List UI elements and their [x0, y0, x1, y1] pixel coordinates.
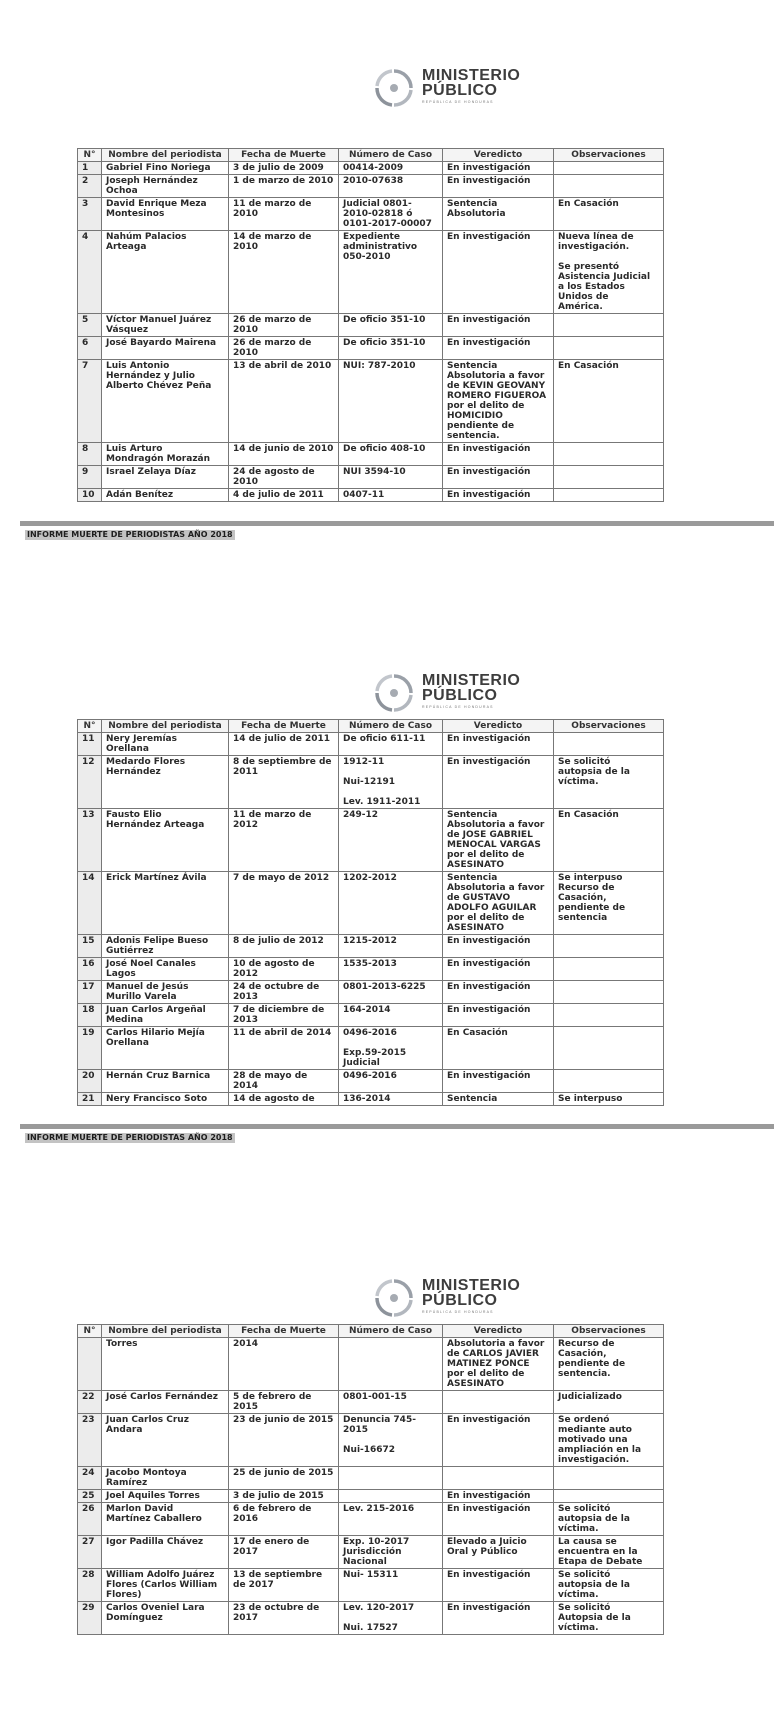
- nombre-cell: Jacobo Montoya Ramírez: [102, 1467, 229, 1490]
- nombre-cell: Marlon David Martínez Caballero: [102, 1503, 229, 1536]
- logo-subtitle: REPÚBLICA DE HONDURAS: [422, 100, 494, 104]
- fecha-cell: 23 de octubre de 2017: [229, 1602, 339, 1635]
- veredicto-cell: Elevado a Juicio Oral y Público: [443, 1536, 554, 1569]
- report-title-banner: INFORME MUERTE DE PERIODISTAS AÑO 2018: [27, 530, 233, 539]
- numero-cell: 27: [78, 1536, 102, 1569]
- logo-line-1: MINISTERIO: [422, 1277, 521, 1294]
- fecha-cell: 3 de julio de 2015: [229, 1490, 339, 1503]
- header-nombre: Nombre del periodista: [102, 720, 229, 733]
- observaciones-cell: Judicializado: [554, 1391, 664, 1414]
- veredicto-cell: Sentencia Absolutoria a favor de JOSE GABRIEL MENOCAL VARGAS por el delito de ASESINATO: [443, 809, 554, 872]
- numero-cell: 12: [78, 756, 102, 809]
- nombre-cell: Nahúm Palacios Arteaga: [102, 231, 229, 314]
- observaciones-cell: [554, 1490, 664, 1503]
- veredicto-cell: En Casación: [443, 1027, 554, 1070]
- nombre-cell: Carlos Oveniel Lara Domínguez: [102, 1602, 229, 1635]
- table-header-row: [78, 149, 664, 162]
- table-row: [78, 1467, 664, 1490]
- veredicto-cell: En investigación: [443, 733, 554, 756]
- nombre-cell: William Adolfo Juárez Flores (Carlos William Flores): [102, 1569, 229, 1602]
- veredicto-cell: En investigación: [443, 1490, 554, 1503]
- table-row: [78, 337, 664, 360]
- veredicto-cell: Sentencia: [443, 1093, 554, 1106]
- veredicto-cell: En investigación: [443, 756, 554, 809]
- nombre-cell: Luis Antonio Hernández y Julio Alberto Chévez Peña: [102, 360, 229, 443]
- observaciones-cell: [554, 1467, 664, 1490]
- caso-cell: 1215-2012: [339, 935, 443, 958]
- veredicto-cell: En investigación: [443, 1414, 554, 1467]
- observaciones-cell: Se solicitó autopsia de la víctima.: [554, 756, 664, 809]
- fecha-cell: 4 de julio de 2011: [229, 489, 339, 502]
- ministerio-publico-logo: [370, 1278, 540, 1318]
- table-row: [78, 231, 664, 314]
- observaciones-cell: [554, 337, 664, 360]
- veredicto-cell: En investigación: [443, 489, 554, 502]
- header-observaciones: Observaciones: [554, 149, 664, 162]
- table-row: [78, 443, 664, 466]
- veredicto-cell: En investigación: [443, 1070, 554, 1093]
- veredicto-cell: En investigación: [443, 314, 554, 337]
- numero-cell: 24: [78, 1467, 102, 1490]
- caso-cell: 1912-11 Nui-12191 Lev. 1911-2011: [339, 756, 443, 809]
- logo-line-2: PÚBLICO: [422, 1292, 498, 1309]
- caso-cell: [339, 1338, 443, 1391]
- fecha-cell: 1 de marzo de 2010: [229, 175, 339, 198]
- numero-cell: 7: [78, 360, 102, 443]
- header-fecha: Fecha de Muerte: [229, 149, 339, 162]
- nombre-cell: Igor Padilla Chávez: [102, 1536, 229, 1569]
- header-veredicto: Veredicto: [443, 1325, 554, 1338]
- veredicto-cell: En investigación: [443, 443, 554, 466]
- table-row: [78, 360, 664, 443]
- page-separator: [20, 521, 774, 526]
- observaciones-cell: Se interpuso: [554, 1093, 664, 1106]
- nombre-cell: Carlos Hilario Mejía Orellana: [102, 1027, 229, 1070]
- header-caso: Número de Caso: [339, 1325, 443, 1338]
- numero-cell: 20: [78, 1070, 102, 1093]
- caso-cell: Exp. 10-2017 Jurisdicción Nacional: [339, 1536, 443, 1569]
- table-row: [78, 1004, 664, 1027]
- table-row: [78, 466, 664, 489]
- ministerio-publico-logo: [370, 68, 540, 108]
- numero-cell: 19: [78, 1027, 102, 1070]
- numero-cell: 28: [78, 1569, 102, 1602]
- nombre-cell: Gabriel Fino Noriega: [102, 162, 229, 175]
- table-row: [78, 1569, 664, 1602]
- caso-cell: De oficio 408-10: [339, 443, 443, 466]
- observaciones-cell: En Casación: [554, 809, 664, 872]
- fecha-cell: 26 de marzo de 2010: [229, 337, 339, 360]
- veredicto-cell: En investigación: [443, 1602, 554, 1635]
- nombre-cell: José Noel Canales Lagos: [102, 958, 229, 981]
- numero-cell: 11: [78, 733, 102, 756]
- caso-cell: Judicial 0801- 2010-02818 ó 0101-2017-00007: [339, 198, 443, 231]
- numero-cell: 10: [78, 489, 102, 502]
- numero-cell: [78, 1338, 102, 1391]
- table-row: [78, 1602, 664, 1635]
- fecha-cell: 28 de mayo de 2014: [229, 1070, 339, 1093]
- veredicto-cell: En investigación: [443, 1569, 554, 1602]
- header-numero: N°: [78, 720, 102, 733]
- caso-cell: Denuncia 745- 2015 Nui-16672: [339, 1414, 443, 1467]
- nombre-cell: Hernán Cruz Barnica: [102, 1070, 229, 1093]
- fecha-cell: 2014: [229, 1338, 339, 1391]
- observaciones-cell: [554, 733, 664, 756]
- nombre-cell: Medardo Flores Hernández: [102, 756, 229, 809]
- nombre-cell: David Enrique Meza Montesinos: [102, 198, 229, 231]
- observaciones-cell: Se solicitó autopsia de la víctima.: [554, 1503, 664, 1536]
- table-row: [78, 198, 664, 231]
- veredicto-cell: En investigación: [443, 1503, 554, 1536]
- caso-cell: 249-12: [339, 809, 443, 872]
- fecha-cell: 5 de febrero de 2015: [229, 1391, 339, 1414]
- numero-cell: 17: [78, 981, 102, 1004]
- nombre-cell: Víctor Manuel Juárez Vásquez: [102, 314, 229, 337]
- ministerio-emblem-icon: [370, 1278, 418, 1318]
- header-caso: Número de Caso: [339, 720, 443, 733]
- table-row: [78, 175, 664, 198]
- veredicto-cell: En investigación: [443, 981, 554, 1004]
- logo-subtitle: REPÚBLICA DE HONDURAS: [422, 705, 494, 709]
- numero-cell: 23: [78, 1414, 102, 1467]
- veredicto-cell: En investigación: [443, 466, 554, 489]
- caso-cell: Lev. 120-2017 Nui. 17527: [339, 1602, 443, 1635]
- header-caso: Número de Caso: [339, 149, 443, 162]
- fecha-cell: 14 de junio de 2010: [229, 443, 339, 466]
- caso-cell: De oficio 351-10: [339, 314, 443, 337]
- veredicto-cell: En investigación: [443, 337, 554, 360]
- fecha-cell: 10 de agosto de 2012: [229, 958, 339, 981]
- table-row: [78, 1391, 664, 1414]
- caso-cell: De oficio 611-11: [339, 733, 443, 756]
- table-header-row: [78, 1325, 664, 1338]
- table-header-row: [78, 720, 664, 733]
- header-numero: N°: [78, 1325, 102, 1338]
- caso-cell: 2010-07638: [339, 175, 443, 198]
- header-veredicto: Veredicto: [443, 149, 554, 162]
- observaciones-cell: Recurso de Casación, pendiente de sentencia.: [554, 1338, 664, 1391]
- numero-cell: 5: [78, 314, 102, 337]
- veredicto-cell: En investigación: [443, 231, 554, 314]
- table-row: [78, 1093, 664, 1106]
- numero-cell: 9: [78, 466, 102, 489]
- logo-line-2: PÚBLICO: [422, 82, 498, 99]
- observaciones-cell: Se solicitó autopsia de la víctima.: [554, 1569, 664, 1602]
- caso-cell: 1535-2013: [339, 958, 443, 981]
- report-title-banner: INFORME MUERTE DE PERIODISTAS AÑO 2018: [27, 1133, 233, 1142]
- nombre-cell: Juan Carlos Cruz Andara: [102, 1414, 229, 1467]
- table-row: [78, 1414, 664, 1467]
- veredicto-cell: En investigación: [443, 1004, 554, 1027]
- nombre-cell: Torres: [102, 1338, 229, 1391]
- numero-cell: 6: [78, 337, 102, 360]
- nombre-cell: Fausto Elio Hernández Arteaga: [102, 809, 229, 872]
- caso-cell: 0801-001-15: [339, 1391, 443, 1414]
- caso-cell: [339, 1467, 443, 1490]
- nombre-cell: Adán Benítez: [102, 489, 229, 502]
- nombre-cell: Joel Aquiles Torres: [102, 1490, 229, 1503]
- caso-cell: 0801-2013-6225: [339, 981, 443, 1004]
- ministerio-emblem-icon: [370, 673, 418, 713]
- fecha-cell: 11 de abril de 2014: [229, 1027, 339, 1070]
- caso-cell: Expediente administrativo 050-2010: [339, 231, 443, 314]
- veredicto-cell: En investigación: [443, 162, 554, 175]
- veredicto-cell: En investigación: [443, 958, 554, 981]
- fecha-cell: 17 de enero de 2017: [229, 1536, 339, 1569]
- observaciones-cell: [554, 1004, 664, 1027]
- caso-cell: De oficio 351-10: [339, 337, 443, 360]
- numero-cell: 18: [78, 1004, 102, 1027]
- fecha-cell: 8 de septiembre de 2011: [229, 756, 339, 809]
- observaciones-cell: [554, 958, 664, 981]
- logo-line-1: MINISTERIO: [422, 67, 521, 84]
- ministerio-publico-logo: [370, 673, 540, 713]
- fecha-cell: 11 de marzo de 2010: [229, 198, 339, 231]
- numero-cell: 21: [78, 1093, 102, 1106]
- observaciones-cell: En Casación: [554, 198, 664, 231]
- header-observaciones: Observaciones: [554, 1325, 664, 1338]
- caso-cell: Lev. 215-2016: [339, 1503, 443, 1536]
- table-row: [78, 1503, 664, 1536]
- observaciones-cell: [554, 1027, 664, 1070]
- numero-cell: 29: [78, 1602, 102, 1635]
- periodistas-table-page-2: [77, 719, 664, 1106]
- fecha-cell: 14 de agosto de: [229, 1093, 339, 1106]
- header-fecha: Fecha de Muerte: [229, 720, 339, 733]
- table-row: [78, 935, 664, 958]
- table-row: [78, 1070, 664, 1093]
- table-row: [78, 958, 664, 981]
- observaciones-cell: [554, 162, 664, 175]
- caso-cell: 0496-2016 Exp.59-2015 Judicial: [339, 1027, 443, 1070]
- caso-cell: 0407-11: [339, 489, 443, 502]
- header-observaciones: Observaciones: [554, 720, 664, 733]
- logo-subtitle: REPÚBLICA DE HONDURAS: [422, 1310, 494, 1314]
- observaciones-cell: [554, 935, 664, 958]
- numero-cell: 8: [78, 443, 102, 466]
- veredicto-cell: [443, 1391, 554, 1414]
- table-row: [78, 733, 664, 756]
- observaciones-cell: [554, 489, 664, 502]
- fecha-cell: 14 de julio de 2011: [229, 733, 339, 756]
- nombre-cell: Nery Francisco Soto: [102, 1093, 229, 1106]
- table-row: [78, 1490, 664, 1503]
- fecha-cell: 24 de agosto de 2010: [229, 466, 339, 489]
- caso-cell: NUI 3594-10: [339, 466, 443, 489]
- fecha-cell: 6 de febrero de 2016: [229, 1503, 339, 1536]
- numero-cell: 26: [78, 1503, 102, 1536]
- header-nombre: Nombre del periodista: [102, 1325, 229, 1338]
- observaciones-cell: [554, 314, 664, 337]
- numero-cell: 25: [78, 1490, 102, 1503]
- veredicto-cell: En investigación: [443, 935, 554, 958]
- observaciones-cell: Nueva línea de investigación. Se presentó Asistencia Judicial a los Estados Unidos de América.: [554, 231, 664, 314]
- veredicto-cell: Sentencia Absolutoria a favor de GUSTAVO ADOLFO AGUILAR por el delito de ASESINATO: [443, 872, 554, 935]
- nombre-cell: Manuel de Jesús Murillo Varela: [102, 981, 229, 1004]
- table-row: [78, 756, 664, 809]
- table-row: [78, 1536, 664, 1569]
- fecha-cell: 25 de junio de 2015: [229, 1467, 339, 1490]
- fecha-cell: 8 de julio de 2012: [229, 935, 339, 958]
- fecha-cell: 7 de mayo de 2012: [229, 872, 339, 935]
- table-row: [78, 872, 664, 935]
- fecha-cell: 14 de marzo de 2010: [229, 231, 339, 314]
- veredicto-cell: [443, 1467, 554, 1490]
- fecha-cell: 24 de octubre de 2013: [229, 981, 339, 1004]
- caso-cell: 164-2014: [339, 1004, 443, 1027]
- caso-cell: 00414-2009: [339, 162, 443, 175]
- table-row: [78, 1027, 664, 1070]
- numero-cell: 1: [78, 162, 102, 175]
- caso-cell: 136-2014: [339, 1093, 443, 1106]
- numero-cell: 22: [78, 1391, 102, 1414]
- veredicto-cell: Sentencia Absolutoria: [443, 198, 554, 231]
- nombre-cell: Joseph Hernández Ochoa: [102, 175, 229, 198]
- nombre-cell: José Carlos Fernández: [102, 1391, 229, 1414]
- observaciones-cell: [554, 1070, 664, 1093]
- periodistas-table-page-1: [77, 148, 664, 502]
- veredicto-cell: Absolutoria a favor de CARLOS JAVIER MATINEZ PONCE por el delito de ASESINATO: [443, 1338, 554, 1391]
- fecha-cell: 23 de junio de 2015: [229, 1414, 339, 1467]
- numero-cell: 3: [78, 198, 102, 231]
- observaciones-cell: En Casación: [554, 360, 664, 443]
- observaciones-cell: [554, 175, 664, 198]
- nombre-cell: José Bayardo Mairena: [102, 337, 229, 360]
- caso-cell: 1202-2012: [339, 872, 443, 935]
- nombre-cell: Juan Carlos Argeñal Medina: [102, 1004, 229, 1027]
- table-row: [78, 314, 664, 337]
- fecha-cell: 7 de diciembre de 2013: [229, 1004, 339, 1027]
- nombre-cell: Adonis Felipe Bueso Gutiérrez: [102, 935, 229, 958]
- observaciones-cell: [554, 443, 664, 466]
- observaciones-cell: Se ordenó mediante auto motivado una ampliación en la investigación.: [554, 1414, 664, 1467]
- numero-cell: 4: [78, 231, 102, 314]
- table-row: [78, 1338, 664, 1391]
- nombre-cell: Erick Martínez Ávila: [102, 872, 229, 935]
- numero-cell: 16: [78, 958, 102, 981]
- ministerio-emblem-icon: [370, 68, 418, 108]
- header-nombre: Nombre del periodista: [102, 149, 229, 162]
- veredicto-cell: En investigación: [443, 175, 554, 198]
- table-row: [78, 981, 664, 1004]
- observaciones-cell: Se interpuso Recurso de Casación, pendiente de sentencia: [554, 872, 664, 935]
- caso-cell: 0496-2016: [339, 1070, 443, 1093]
- fecha-cell: 26 de marzo de 2010: [229, 314, 339, 337]
- fecha-cell: 3 de julio de 2009: [229, 162, 339, 175]
- nombre-cell: Nery Jeremías Orellana: [102, 733, 229, 756]
- caso-cell: NUI: 787-2010: [339, 360, 443, 443]
- logo-line-1: MINISTERIO: [422, 672, 521, 689]
- nombre-cell: Israel Zelaya Díaz: [102, 466, 229, 489]
- numero-cell: 2: [78, 175, 102, 198]
- observaciones-cell: [554, 466, 664, 489]
- veredicto-cell: Sentencia Absolutoria a favor de KEVIN GEOVANY ROMERO FIGUEROA por el delito de HOMICIDIO pendiente de sentencia.: [443, 360, 554, 443]
- numero-cell: 14: [78, 872, 102, 935]
- nombre-cell: Luis Arturo Mondragón Morazán: [102, 443, 229, 466]
- periodistas-table-page-3: [77, 1324, 664, 1635]
- table-row: [78, 489, 664, 502]
- fecha-cell: 13 de septiembre de 2017: [229, 1569, 339, 1602]
- page-separator: [20, 1124, 774, 1129]
- caso-cell: [339, 1490, 443, 1503]
- observaciones-cell: [554, 981, 664, 1004]
- fecha-cell: 13 de abril de 2010: [229, 360, 339, 443]
- fecha-cell: 11 de marzo de 2012: [229, 809, 339, 872]
- table-row: [78, 162, 664, 175]
- header-numero: N°: [78, 149, 102, 162]
- numero-cell: 13: [78, 809, 102, 872]
- table-row: [78, 809, 664, 872]
- observaciones-cell: La causa se encuentra en la Etapa de Debate: [554, 1536, 664, 1569]
- numero-cell: 15: [78, 935, 102, 958]
- observaciones-cell: Se solicitó Autopsia de la víctima.: [554, 1602, 664, 1635]
- header-veredicto: Veredicto: [443, 720, 554, 733]
- caso-cell: Nui- 15311: [339, 1569, 443, 1602]
- logo-line-2: PÚBLICO: [422, 687, 498, 704]
- header-fecha: Fecha de Muerte: [229, 1325, 339, 1338]
